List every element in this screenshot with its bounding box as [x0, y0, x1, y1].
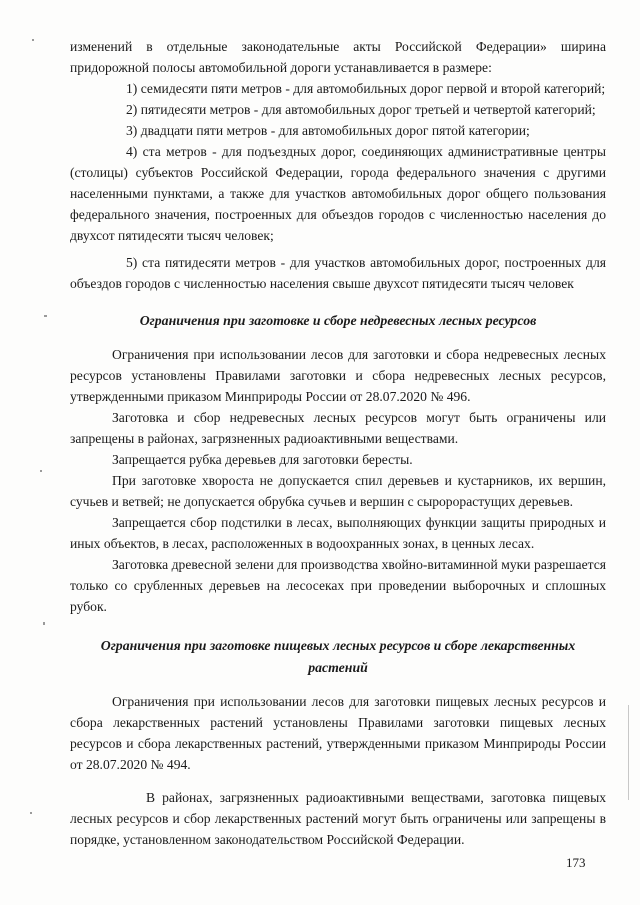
section-heading: Ограничения при заготовке пищевых лесных ресурсов и сборе лекарственных растений — [100, 638, 576, 675]
list-item: 2) пятидесяти метров - для автомобильных дорог третьей и четвертой категорий; — [126, 102, 596, 117]
list-item: 3) двадцати пяти метров - для автомобильных дорог пятой категории; — [126, 123, 530, 138]
section-heading: Ограничения при заготовке и сборе недревесных лесных ресурсов — [139, 313, 537, 328]
scan-speck — [32, 39, 34, 41]
intro-paragraph: изменений в отдельные законодательные акты Российской Федерации» ширина придорожной полосы автомобильной дороги устанавливается в размере: — [70, 39, 606, 75]
body-paragraph: Запрещается сбор подстилки в лесах, выполняющих функции защиты природных и иных объектов, в лесах, расположенных в водоохранных зонах, в ценных лесах. — [70, 515, 606, 551]
scan-speck — [40, 470, 42, 472]
scan-speck — [43, 622, 45, 625]
scan-edge-line — [628, 705, 629, 800]
body-paragraph: Заготовка древесной зелени для производства хвойно-витаминной муки разрешается только со срубленных деревьев на лесосеках при проведении выборочных и сплошных рубок. — [70, 557, 606, 614]
scan-speck — [44, 315, 47, 317]
page-number: 173 — [566, 855, 586, 870]
body-paragraph: Запрещается рубка деревьев для заготовки бересты. — [112, 452, 413, 467]
body-paragraph: В районах, загрязненных радиоактивными веществами, заготовка пищевых лесных ресурсов и сбор лекарственных растений могут быть ограничены или запрещены в порядке, установленном законодательством Российской Федерации. — [70, 790, 606, 847]
body-paragraph: При заготовке хвороста не допускается спил деревьев и кустарников, их вершин, сучьев и ветвей; не допускается обрубка сучьев и вершин с сыророрастущих деревьев. — [70, 473, 606, 509]
list-item: 4) ста метров - для подъездных дорог, соединяющих административные центры (столицы) субъектов Российской Федерации, города федерального значения с другими населенными пунктами, а также для участков автомобильных дорог общего пользования федерального значения, построенных для объездов городов с численностью населения до двухсот пятидесяти тысяч человек; — [70, 144, 606, 243]
list-item: 1) семидесяти пяти метров - для автомобильных дорог первой и второй категорий; — [126, 81, 606, 96]
body-paragraph: Заготовка и сбор недревесных лесных ресурсов могут быть ограничены или запрещены в районах, загрязненных радиоактивными веществами. — [70, 410, 606, 446]
scan-speck — [30, 812, 32, 814]
document-body — [70, 36, 606, 850]
body-paragraph: Ограничения при использовании лесов для заготовки пищевых лесных ресурсов и сбора лекарственных растений установлены Правилами заготовки пищевых лесных ресурсов и сбора лекарственных растений, утвержденными приказом Минприроды России от 28.07.2020 № 494. — [70, 694, 606, 772]
body-paragraph: Ограничения при использовании лесов для заготовки и сбора недревесных лесных ресурсов установлены Правилами заготовки и сбора недревесных лесных ресурсов, утвержденными приказом Минприроды России от 28.07.2020 № 496. — [70, 347, 606, 404]
list-item: 5) ста пятидесяти метров - для участков автомобильных дорог, построенных для объездов городов с численностью населения свыше двухсот пятидесяти тысяч человек — [70, 255, 606, 291]
